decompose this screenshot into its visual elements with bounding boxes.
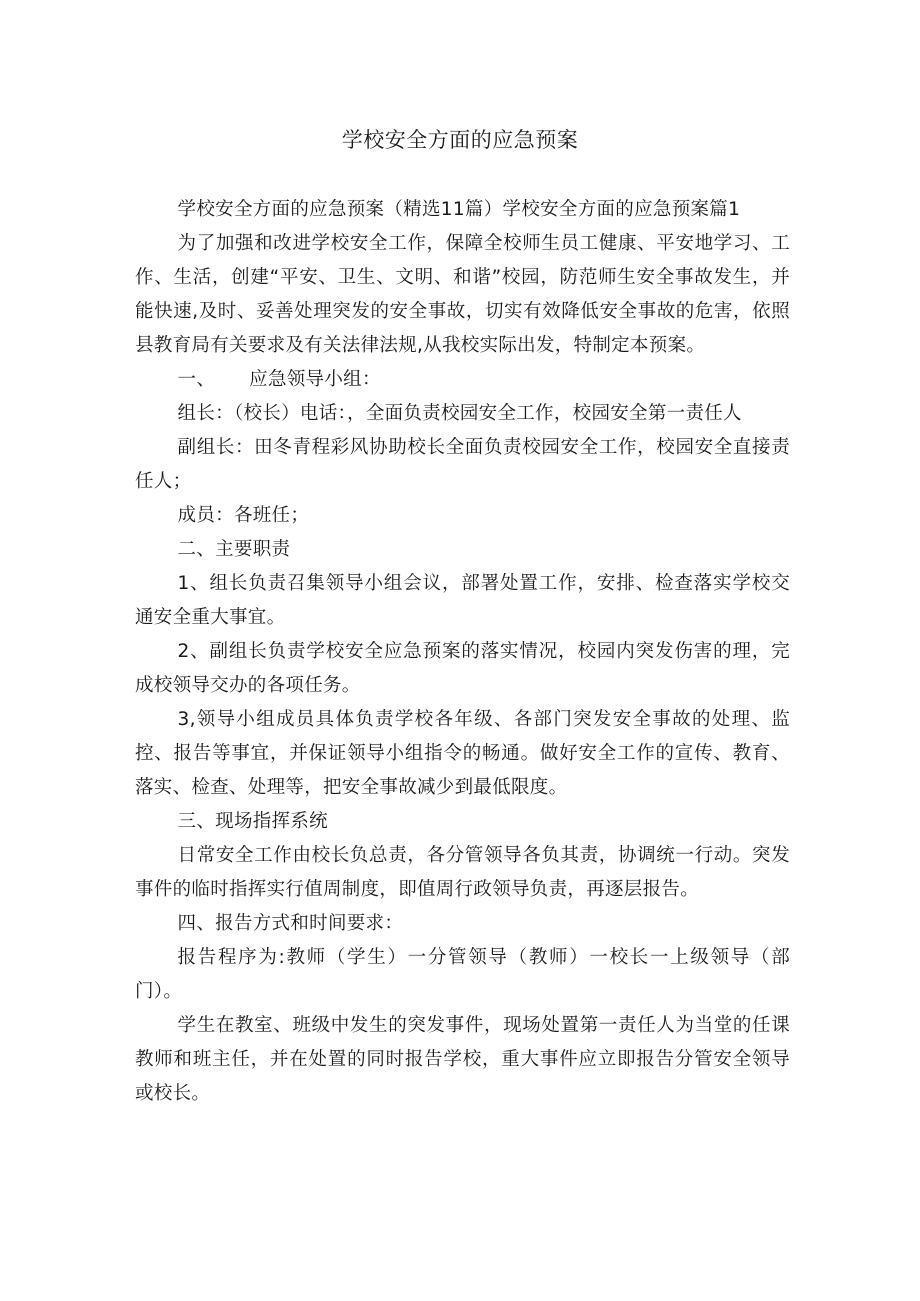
report-procedure-paragraph: 报告程序为:教师（学生）一分管领导（教师）一校长一上级领导（部门）。 — [135, 947, 790, 1002]
command-paragraph: 日常安全工作由校长负总责，各分管领导各负其责，协调统一行动。突发事件的临时指挥实行值周制度，即值周行政领导负责，再逐层报告。 — [135, 845, 790, 900]
duty-paragraph-2: 2、副组长负责学校安全应急预案的落实情况，校园内突发伤害的理，完成校领导交办的各项任务。 — [135, 641, 790, 696]
document-title: 学校安全方面的应急预案 — [341, 128, 579, 152]
intro-paragraph: 学校安全方面的应急预案（精选11篇）学校安全方面的应急预案篇1 — [177, 199, 741, 220]
members-paragraph: 成员：各班任； — [177, 505, 310, 526]
document-body — [135, 193, 790, 1111]
section-heading-1 — [135, 363, 790, 397]
section-heading-2: 二、主要职责 — [177, 539, 291, 560]
section-number: 一、 — [177, 369, 216, 390]
purpose-paragraph: 为了加强和改进学校安全工作，保障全校师生员工健康、平安地学习、工作、生活，创建“平安、卫生、文明、和谐”校园，防范师生安全事故发生，并能快速,及时、妥善处理突发的安全事故，切实有效降低安全事故的危害，依照县教育局有关要求及有关法律法规,从我校实际出发，特制定本预案。 — [135, 233, 790, 356]
deputy-leader-paragraph: 副组长：田冬青程彩风协助校长全面负责校园安全工作，校园安全直接责任人； — [135, 437, 790, 492]
classroom-incident-paragraph: 学生在教室、班级中发生的突发事件，现场处置第一责任人为当堂的任课教师和班主任，并在处置的同时报告学校，重大事件应立即报告分管安全领导或校长。 — [135, 1015, 790, 1104]
section-heading-4: 四、报告方式和时间要求： — [177, 913, 404, 934]
duty-paragraph-3: 3,领导小组成员具体负责学校各年级、各部门突发安全事故的处理、监控、报告等事宜，并保证领导小组指令的畅通。做好安全工作的宣传、教育、落实、检查、处理等，把安全事故减少到最低限度。 — [135, 709, 790, 798]
section-label: 应急领导小组： — [249, 369, 381, 390]
duty-paragraph-1: 1、组长负责召集领导小组会议，部署处置工作，安排、检查落实学校交通安全重大事宜。 — [135, 573, 790, 628]
section-heading-3: 三、现场指挥系统 — [177, 811, 328, 832]
leader-paragraph: 组长：（校长）电话：，全面负责校园安全工作，校园安全第一责任人 — [177, 403, 742, 424]
